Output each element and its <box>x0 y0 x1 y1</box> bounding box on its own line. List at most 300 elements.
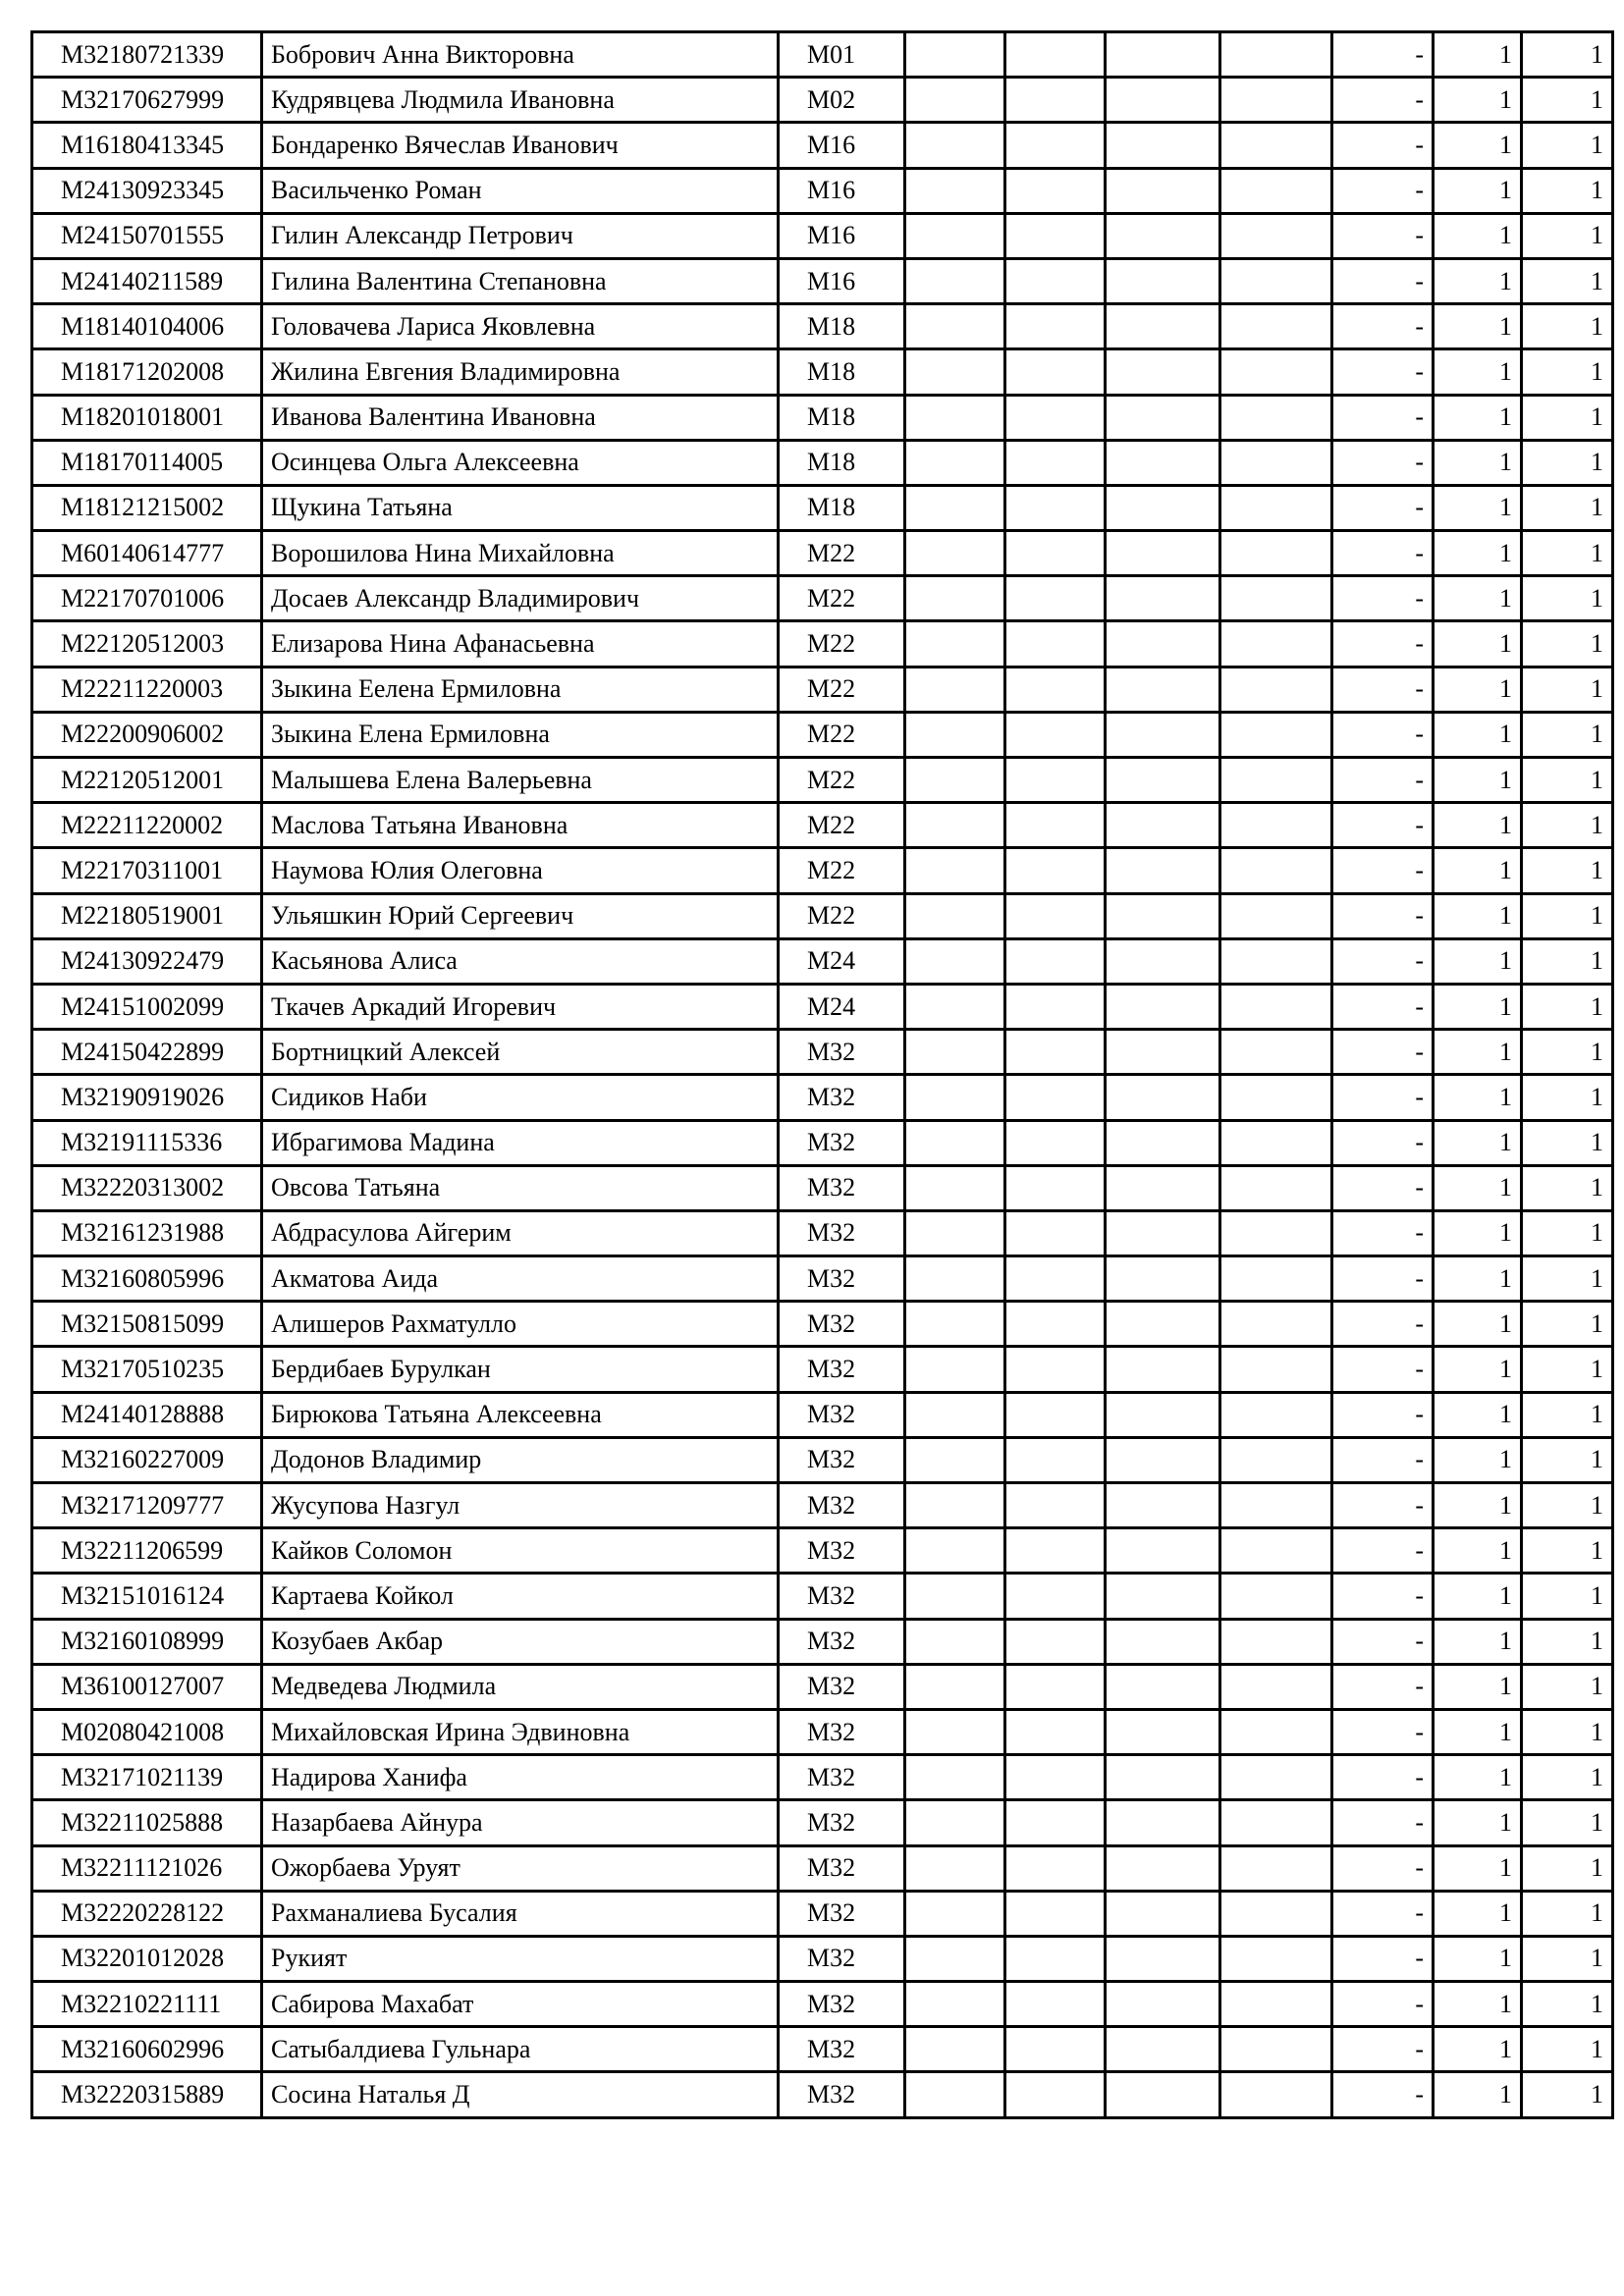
dash-cell: - <box>1332 1483 1434 1528</box>
empty-cell <box>1005 576 1106 621</box>
total-cell: 1 <box>1522 1891 1613 1936</box>
table-row <box>32 758 1613 803</box>
table-row <box>32 1483 1613 1528</box>
table-row <box>32 621 1613 667</box>
empty-cell <box>1106 1302 1220 1347</box>
dash-cell: - <box>1332 1210 1434 1255</box>
member-name-cell: Зыкина Елена Ермиловна <box>262 712 779 757</box>
total-cell: 1 <box>1522 1210 1613 1255</box>
count-cell: 1 <box>1434 440 1522 485</box>
group-code-cell: М22 <box>779 712 905 757</box>
group-code-cell: М24 <box>779 938 905 984</box>
empty-cell <box>1106 2027 1220 2072</box>
member-id-cell: M32170510235 <box>32 1347 262 1392</box>
count-cell: 1 <box>1434 213 1522 258</box>
empty-cell <box>1005 349 1106 395</box>
dash-cell: - <box>1332 1075 1434 1120</box>
empty-cell <box>1220 2072 1332 2117</box>
dash-cell: - <box>1332 440 1434 485</box>
member-name-cell: Гилин Александр Петрович <box>262 213 779 258</box>
empty-cell <box>1106 1528 1220 1574</box>
empty-cell <box>1005 938 1106 984</box>
member-id-cell: M32191115336 <box>32 1120 262 1165</box>
empty-cell <box>1220 1075 1332 1120</box>
count-cell: 1 <box>1434 78 1522 123</box>
table-row <box>32 485 1613 530</box>
table-row <box>32 1165 1613 1210</box>
total-cell: 1 <box>1522 485 1613 530</box>
group-code-cell: М32 <box>779 1120 905 1165</box>
group-code-cell: М32 <box>779 1891 905 1936</box>
member-id-cell: M32171021139 <box>32 1755 262 1800</box>
group-code-cell: М18 <box>779 304 905 349</box>
dash-cell: - <box>1332 1347 1434 1392</box>
total-cell: 1 <box>1522 1709 1613 1754</box>
member-id-cell: M22170701006 <box>32 576 262 621</box>
empty-cell <box>1106 1437 1220 1482</box>
member-id-cell: M22170311001 <box>32 848 262 893</box>
group-code-cell: М22 <box>779 621 905 667</box>
empty-cell <box>1220 123 1332 168</box>
group-code-cell: М32 <box>779 1347 905 1392</box>
dash-cell: - <box>1332 667 1434 712</box>
empty-cell <box>905 1302 1005 1347</box>
empty-cell <box>905 395 1005 440</box>
empty-cell <box>1005 2027 1106 2072</box>
empty-cell <box>1106 1936 1220 1981</box>
member-id-cell: M32211121026 <box>32 1845 262 1891</box>
table-row <box>32 1982 1613 2027</box>
member-name-cell: Бердибаев Бурулкан <box>262 1347 779 1392</box>
empty-cell <box>1220 803 1332 848</box>
total-cell: 1 <box>1522 712 1613 757</box>
group-code-cell: М32 <box>779 1664 905 1709</box>
empty-cell <box>1005 667 1106 712</box>
empty-cell <box>1106 531 1220 576</box>
dash-cell: - <box>1332 78 1434 123</box>
empty-cell <box>905 2072 1005 2117</box>
dash-cell: - <box>1332 1030 1434 1075</box>
group-code-cell: М32 <box>779 1800 905 1845</box>
empty-cell <box>1106 1075 1220 1120</box>
count-cell: 1 <box>1434 32 1522 78</box>
group-code-cell: М22 <box>779 758 905 803</box>
member-name-cell: Малышева Елена Валерьевна <box>262 758 779 803</box>
empty-cell <box>1106 1256 1220 1302</box>
empty-cell <box>905 1120 1005 1165</box>
empty-cell <box>1005 1075 1106 1120</box>
empty-cell <box>905 1210 1005 1255</box>
dash-cell: - <box>1332 1165 1434 1210</box>
count-cell: 1 <box>1434 1483 1522 1528</box>
count-cell: 1 <box>1434 1755 1522 1800</box>
empty-cell <box>1005 123 1106 168</box>
dash-cell: - <box>1332 1709 1434 1754</box>
count-cell: 1 <box>1434 1210 1522 1255</box>
empty-cell <box>1220 758 1332 803</box>
member-id-cell: M18171202008 <box>32 349 262 395</box>
table-row <box>32 893 1613 938</box>
table-row <box>32 304 1613 349</box>
member-name-cell: Кудрявцева Людмила Ивановна <box>262 78 779 123</box>
member-id-cell: M16180413345 <box>32 123 262 168</box>
empty-cell <box>1220 848 1332 893</box>
group-code-cell: М18 <box>779 440 905 485</box>
empty-cell <box>1106 1800 1220 1845</box>
total-cell: 1 <box>1522 1437 1613 1482</box>
dash-cell: - <box>1332 1437 1434 1482</box>
empty-cell <box>905 1891 1005 1936</box>
count-cell: 1 <box>1434 667 1522 712</box>
count-cell: 1 <box>1434 1845 1522 1891</box>
empty-cell <box>1106 1709 1220 1754</box>
empty-cell <box>1005 1347 1106 1392</box>
empty-cell <box>1106 304 1220 349</box>
empty-cell <box>1220 1936 1332 1981</box>
table-row <box>32 258 1613 303</box>
dash-cell: - <box>1332 1302 1434 1347</box>
group-code-cell: М32 <box>779 1165 905 1210</box>
table-row <box>32 576 1613 621</box>
empty-cell <box>1106 123 1220 168</box>
dash-cell: - <box>1332 531 1434 576</box>
total-cell: 1 <box>1522 1075 1613 1120</box>
empty-cell <box>905 984 1005 1029</box>
empty-cell <box>1005 258 1106 303</box>
dash-cell: - <box>1332 304 1434 349</box>
member-name-cell: Ожорбаева Уруят <box>262 1845 779 1891</box>
table-row <box>32 78 1613 123</box>
total-cell: 1 <box>1522 1755 1613 1800</box>
group-code-cell: М22 <box>779 667 905 712</box>
dash-cell: - <box>1332 1574 1434 1619</box>
empty-cell <box>1106 758 1220 803</box>
member-id-cell: M32220315889 <box>32 2072 262 2117</box>
total-cell: 1 <box>1522 1165 1613 1210</box>
total-cell: 1 <box>1522 1528 1613 1574</box>
total-cell: 1 <box>1522 667 1613 712</box>
empty-cell <box>1220 1528 1332 1574</box>
empty-cell <box>905 1347 1005 1392</box>
dash-cell: - <box>1332 213 1434 258</box>
member-name-cell: Медведева Людмила <box>262 1664 779 1709</box>
group-code-cell: М02 <box>779 78 905 123</box>
count-cell: 1 <box>1434 758 1522 803</box>
empty-cell <box>905 32 1005 78</box>
empty-cell <box>1106 621 1220 667</box>
member-id-cell: M32150815099 <box>32 1302 262 1347</box>
empty-cell <box>1220 938 1332 984</box>
table-row <box>32 1936 1613 1981</box>
dash-cell: - <box>1332 1936 1434 1981</box>
empty-cell <box>905 758 1005 803</box>
empty-cell <box>1220 893 1332 938</box>
table-row <box>32 803 1613 848</box>
count-cell: 1 <box>1434 1982 1522 2027</box>
total-cell: 1 <box>1522 1347 1613 1392</box>
empty-cell <box>1106 440 1220 485</box>
group-code-cell: М32 <box>779 1982 905 2027</box>
empty-cell <box>905 712 1005 757</box>
dash-cell: - <box>1332 712 1434 757</box>
total-cell: 1 <box>1522 440 1613 485</box>
count-cell: 1 <box>1434 1392 1522 1437</box>
table-row <box>32 1210 1613 1255</box>
total-cell: 1 <box>1522 758 1613 803</box>
empty-cell <box>905 485 1005 530</box>
table-row <box>32 349 1613 395</box>
empty-cell <box>1220 1392 1332 1437</box>
count-cell: 1 <box>1434 1437 1522 1482</box>
empty-cell <box>1220 1256 1332 1302</box>
table-row <box>32 1437 1613 1482</box>
empty-cell <box>1106 168 1220 213</box>
total-cell: 1 <box>1522 1800 1613 1845</box>
empty-cell <box>905 304 1005 349</box>
count-cell: 1 <box>1434 938 1522 984</box>
table-row <box>32 168 1613 213</box>
table-row <box>32 1709 1613 1754</box>
member-name-cell: Досаев Александр Владимирович <box>262 576 779 621</box>
empty-cell <box>1106 893 1220 938</box>
empty-cell <box>1220 168 1332 213</box>
member-name-cell: Абдрасулова Айгерим <box>262 1210 779 1255</box>
empty-cell <box>1106 1664 1220 1709</box>
member-id-cell: M22211220003 <box>32 667 262 712</box>
empty-cell <box>1005 395 1106 440</box>
table-row <box>32 2072 1613 2117</box>
empty-cell <box>905 938 1005 984</box>
table-row <box>32 984 1613 1029</box>
total-cell: 1 <box>1522 1664 1613 1709</box>
member-id-cell: M24130922479 <box>32 938 262 984</box>
member-id-cell: M24140211589 <box>32 258 262 303</box>
empty-cell <box>1005 1437 1106 1482</box>
table-row <box>32 1256 1613 1302</box>
empty-cell <box>1005 1755 1106 1800</box>
empty-cell <box>1220 1664 1332 1709</box>
dash-cell: - <box>1332 2072 1434 2117</box>
member-name-cell: Ткачев Аркадий Игоревич <box>262 984 779 1029</box>
dash-cell: - <box>1332 984 1434 1029</box>
member-id-cell: M32170627999 <box>32 78 262 123</box>
empty-cell <box>1220 712 1332 757</box>
group-code-cell: М01 <box>779 32 905 78</box>
member-name-cell: Зыкина Еелена Ермиловна <box>262 667 779 712</box>
member-name-cell: Жилина Евгения Владимировна <box>262 349 779 395</box>
group-code-cell: М32 <box>779 2072 905 2117</box>
member-name-cell: Наумова Юлия Олеговна <box>262 848 779 893</box>
empty-cell <box>1106 1755 1220 1800</box>
empty-cell <box>1220 1709 1332 1754</box>
empty-cell <box>1106 213 1220 258</box>
empty-cell <box>1005 1030 1106 1075</box>
group-code-cell: М32 <box>779 1302 905 1347</box>
empty-cell <box>1220 1030 1332 1075</box>
count-cell: 1 <box>1434 893 1522 938</box>
table-row <box>32 1120 1613 1165</box>
empty-cell <box>1005 1845 1106 1891</box>
table-row <box>32 531 1613 576</box>
group-code-cell: М18 <box>779 485 905 530</box>
group-code-cell: М32 <box>779 1483 905 1528</box>
empty-cell <box>905 123 1005 168</box>
empty-cell <box>905 1936 1005 1981</box>
member-name-cell: Михайловская Ирина Эдвиновна <box>262 1709 779 1754</box>
table-row <box>32 1574 1613 1619</box>
empty-cell <box>1106 395 1220 440</box>
member-name-cell: Алишеров Рахматулло <box>262 1302 779 1347</box>
member-name-cell: Ульяшкин Юрий Сергеевич <box>262 893 779 938</box>
empty-cell <box>1220 984 1332 1029</box>
empty-cell <box>1220 1982 1332 2027</box>
total-cell: 1 <box>1522 2027 1613 2072</box>
empty-cell <box>1005 1165 1106 1210</box>
member-id-cell: M60140614777 <box>32 531 262 576</box>
empty-cell <box>905 1437 1005 1482</box>
empty-cell <box>1220 1483 1332 1528</box>
empty-cell <box>1220 1120 1332 1165</box>
dash-cell: - <box>1332 1120 1434 1165</box>
member-name-cell: Ворошилова Нина Михайловна <box>262 531 779 576</box>
empty-cell <box>905 168 1005 213</box>
count-cell: 1 <box>1434 1165 1522 1210</box>
total-cell: 1 <box>1522 1574 1613 1619</box>
table-row <box>32 32 1613 78</box>
member-id-cell: M32180721339 <box>32 32 262 78</box>
member-id-cell: M32160805996 <box>32 1256 262 1302</box>
empty-cell <box>1106 938 1220 984</box>
group-code-cell: М32 <box>779 1210 905 1255</box>
empty-cell <box>1005 168 1106 213</box>
empty-cell <box>905 258 1005 303</box>
empty-cell <box>1220 1347 1332 1392</box>
empty-cell <box>1220 1210 1332 1255</box>
empty-cell <box>1220 576 1332 621</box>
empty-cell <box>1220 1845 1332 1891</box>
member-id-cell: M36100127007 <box>32 1664 262 1709</box>
member-id-cell: M18170114005 <box>32 440 262 485</box>
member-id-cell: M24151002099 <box>32 984 262 1029</box>
group-code-cell: М32 <box>779 1709 905 1754</box>
group-code-cell: М22 <box>779 531 905 576</box>
member-id-cell: M22120512003 <box>32 621 262 667</box>
empty-cell <box>1220 258 1332 303</box>
total-cell: 1 <box>1522 984 1613 1029</box>
member-name-cell: Картаева Койкол <box>262 1574 779 1619</box>
empty-cell <box>1106 712 1220 757</box>
member-name-cell: Рукият <box>262 1936 779 1981</box>
table-row <box>32 1891 1613 1936</box>
count-cell: 1 <box>1434 576 1522 621</box>
member-id-cell: M18121215002 <box>32 485 262 530</box>
dash-cell: - <box>1332 2027 1434 2072</box>
member-id-cell: M22120512001 <box>32 758 262 803</box>
member-name-cell: Бортницкий Алексей <box>262 1030 779 1075</box>
member-name-cell: Бондаренко Вячеслав Иванович <box>262 123 779 168</box>
member-id-cell: M22200906002 <box>32 712 262 757</box>
member-name-cell: Надирова Ханифа <box>262 1755 779 1800</box>
empty-cell <box>905 1709 1005 1754</box>
empty-cell <box>1005 1120 1106 1165</box>
count-cell: 1 <box>1434 1120 1522 1165</box>
group-code-cell: М32 <box>779 1755 905 1800</box>
empty-cell <box>1220 1165 1332 1210</box>
total-cell: 1 <box>1522 304 1613 349</box>
empty-cell <box>1106 1982 1220 2027</box>
count-cell: 1 <box>1434 2027 1522 2072</box>
table-row <box>32 1619 1613 1664</box>
group-code-cell: М18 <box>779 349 905 395</box>
group-code-cell: М16 <box>779 123 905 168</box>
empty-cell <box>1005 1891 1106 1936</box>
group-code-cell: М32 <box>779 1075 905 1120</box>
count-cell: 1 <box>1434 485 1522 530</box>
group-code-cell: М32 <box>779 1392 905 1437</box>
member-id-cell: M32190919026 <box>32 1075 262 1120</box>
empty-cell <box>1005 1302 1106 1347</box>
group-code-cell: М16 <box>779 213 905 258</box>
member-name-cell: Козубаев Акбар <box>262 1619 779 1664</box>
member-id-cell: M32171209777 <box>32 1483 262 1528</box>
total-cell: 1 <box>1522 1619 1613 1664</box>
table-row <box>32 1392 1613 1437</box>
group-code-cell: М32 <box>779 1528 905 1574</box>
count-cell: 1 <box>1434 168 1522 213</box>
empty-cell <box>1106 1392 1220 1437</box>
total-cell: 1 <box>1522 1256 1613 1302</box>
count-cell: 1 <box>1434 1347 1522 1392</box>
member-name-cell: Кайков Соломон <box>262 1528 779 1574</box>
empty-cell <box>905 531 1005 576</box>
empty-cell <box>905 2027 1005 2072</box>
empty-cell <box>1005 2072 1106 2117</box>
dash-cell: - <box>1332 395 1434 440</box>
member-name-cell: Головачева Лариса Яковлевна <box>262 304 779 349</box>
dash-cell: - <box>1332 1392 1434 1437</box>
count-cell: 1 <box>1434 1302 1522 1347</box>
member-id-cell: M32211206599 <box>32 1528 262 1574</box>
member-name-cell: Иванова Валентина Ивановна <box>262 395 779 440</box>
empty-cell <box>905 1075 1005 1120</box>
dash-cell: - <box>1332 938 1434 984</box>
table-row <box>32 667 1613 712</box>
member-id-cell: M02080421008 <box>32 1709 262 1754</box>
total-cell: 1 <box>1522 621 1613 667</box>
empty-cell <box>1106 1347 1220 1392</box>
table-row <box>32 2027 1613 2072</box>
dash-cell: - <box>1332 1528 1434 1574</box>
empty-cell <box>905 1030 1005 1075</box>
empty-cell <box>905 803 1005 848</box>
empty-cell <box>905 1528 1005 1574</box>
empty-cell <box>905 1982 1005 2027</box>
table-row <box>32 395 1613 440</box>
empty-cell <box>1106 258 1220 303</box>
empty-cell <box>1106 1619 1220 1664</box>
empty-cell <box>1220 1800 1332 1845</box>
empty-cell <box>1005 485 1106 530</box>
dash-cell: - <box>1332 576 1434 621</box>
empty-cell <box>905 1392 1005 1437</box>
member-name-cell: Ибрагимова Мадина <box>262 1120 779 1165</box>
member-id-cell: M24140128888 <box>32 1392 262 1437</box>
member-name-cell: Гилина Валентина Степановна <box>262 258 779 303</box>
empty-cell <box>1106 1483 1220 1528</box>
table-row <box>32 712 1613 757</box>
empty-cell <box>1106 1574 1220 1619</box>
dash-cell: - <box>1332 893 1434 938</box>
